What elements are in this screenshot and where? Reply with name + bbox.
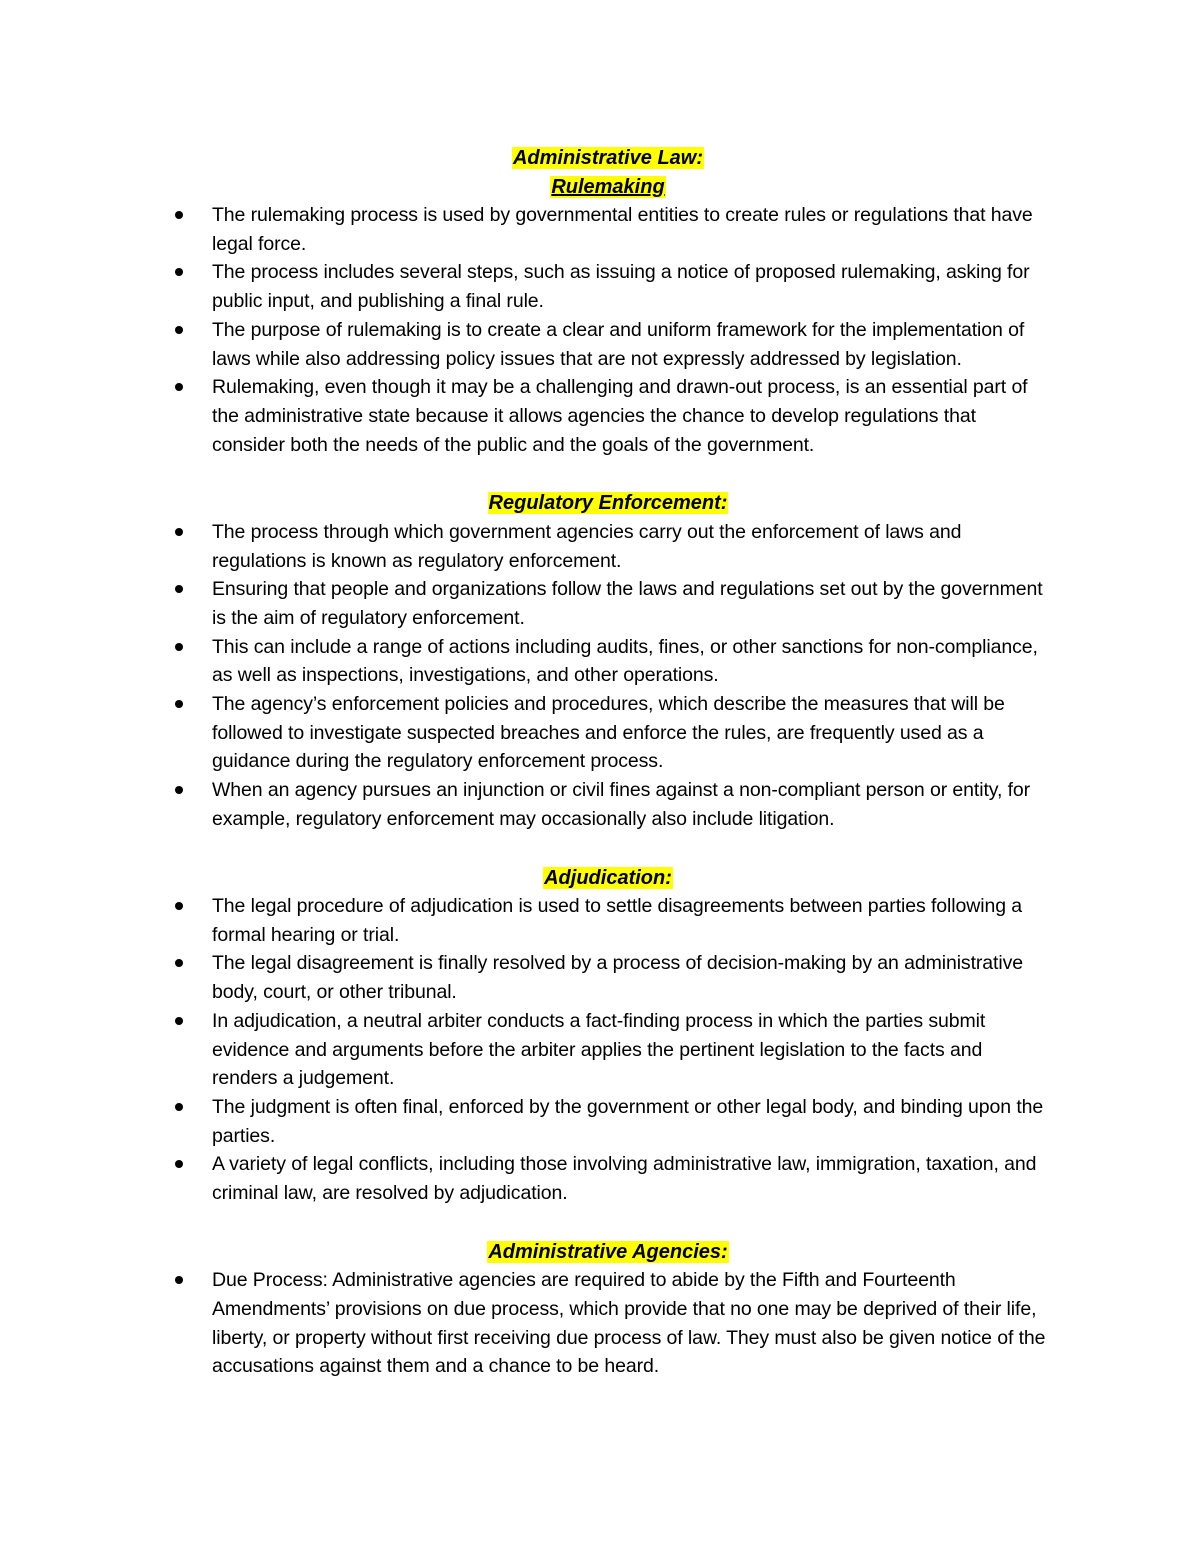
bullet-list: [168, 892, 1048, 1208]
document-content: [168, 144, 1048, 1381]
bullet-icon: [175, 643, 183, 651]
bullet-icon: [175, 585, 183, 593]
list-item: The legal procedure of adjudication is used to settle disagreements between parties following a formal hearing or trial.: [168, 892, 1048, 949]
section-spacer: [168, 834, 1048, 864]
bullet-icon: [175, 1276, 183, 1284]
section-spacer: [168, 459, 1048, 489]
bullet-icon: [175, 786, 183, 794]
list-item: Ensuring that people and organizations follow the laws and regulations set out by the government is the aim of regulatory enforcement.: [168, 575, 1048, 632]
list-item: The agency’s enforcement policies and procedures, which describe the measures that will be followed to investigate suspected breaches and enforce the rules, are frequently used as a guidance during the regulatory enforcement process.: [168, 690, 1048, 776]
list-item: The process through which government agencies carry out the enforcement of laws and regulations is known as regulatory enforcement.: [168, 518, 1048, 575]
bullet-icon: [175, 959, 183, 967]
list-item: When an agency pursues an injunction or civil fines against a non-compliant person or entity, for example, regulatory enforcement may occasionally also include litigation.: [168, 776, 1048, 833]
bullet-icon: [175, 326, 183, 334]
section-heading: Adjudication:: [544, 866, 672, 889]
section-regulatory-enforcement: [168, 489, 1048, 833]
bullet-list: [168, 1266, 1048, 1381]
section-spacer: [168, 1208, 1048, 1238]
bullet-icon: [175, 211, 183, 219]
bullet-icon: [175, 902, 183, 910]
section-administrative-agencies: [168, 1238, 1048, 1381]
bullet-icon: [175, 268, 183, 276]
list-item: The purpose of rulemaking is to create a clear and uniform framework for the implementation of laws while also addressing policy issues that are not expressly addressed by legislation.: [168, 316, 1048, 373]
bullet-list: [168, 518, 1048, 834]
section-heading: Regulatory Enforcement:: [488, 492, 728, 515]
list-item: Rulemaking, even though it may be a challenging and drawn-out process, is an essential part of the administrative state because it allows agencies the chance to develop regulations that consider both the needs of the public and the goals of the government.: [168, 373, 1048, 459]
list-item: Due Process: Administrative agencies are required to abide by the Fifth and Fourteenth Amendments’ provisions on due process, which provide that no one may be deprived of their life, liberty, or property without first receiving due process of law. They must also be given notice of the accusations against them and a chance to be heard.: [168, 1266, 1048, 1381]
list-item: The judgment is often final, enforced by the government or other legal body, and binding upon the parties.: [168, 1093, 1048, 1150]
bullet-icon: [175, 528, 183, 536]
list-item: The rulemaking process is used by governmental entities to create rules or regulations that have legal force.: [168, 201, 1048, 258]
section-heading: Administrative Agencies:: [488, 1240, 728, 1263]
bullet-icon: [175, 1160, 183, 1168]
bullet-icon: [175, 700, 183, 708]
list-item: This can include a range of actions including audits, fines, or other sanctions for non-compliance, as well as inspections, investigations, and other operations.: [168, 633, 1048, 690]
list-item: A variety of legal conflicts, including those involving administrative law, immigration, taxation, and criminal law, are resolved by adjudication.: [168, 1150, 1048, 1207]
bullet-icon: [175, 1103, 183, 1111]
section-adjudication: [168, 864, 1048, 1208]
bullet-icon: [175, 1017, 183, 1025]
bullet-list: [168, 201, 1048, 459]
list-item: In adjudication, a neutral arbiter conducts a fact-finding process in which the parties submit evidence and arguments before the arbiter applies the pertinent legislation to the facts and renders a judgement.: [168, 1007, 1048, 1093]
section-subheading: Rulemaking: [551, 175, 665, 198]
list-item: The legal disagreement is finally resolved by a process of decision-making by an administrative body, court, or other tribunal.: [168, 949, 1048, 1006]
bullet-icon: [175, 383, 183, 391]
section-heading: Administrative Law:: [512, 147, 704, 169]
list-item: The process includes several steps, such as issuing a notice of proposed rulemaking, asking for public input, and publishing a final rule.: [168, 258, 1048, 315]
section-rulemaking: [168, 144, 1048, 459]
